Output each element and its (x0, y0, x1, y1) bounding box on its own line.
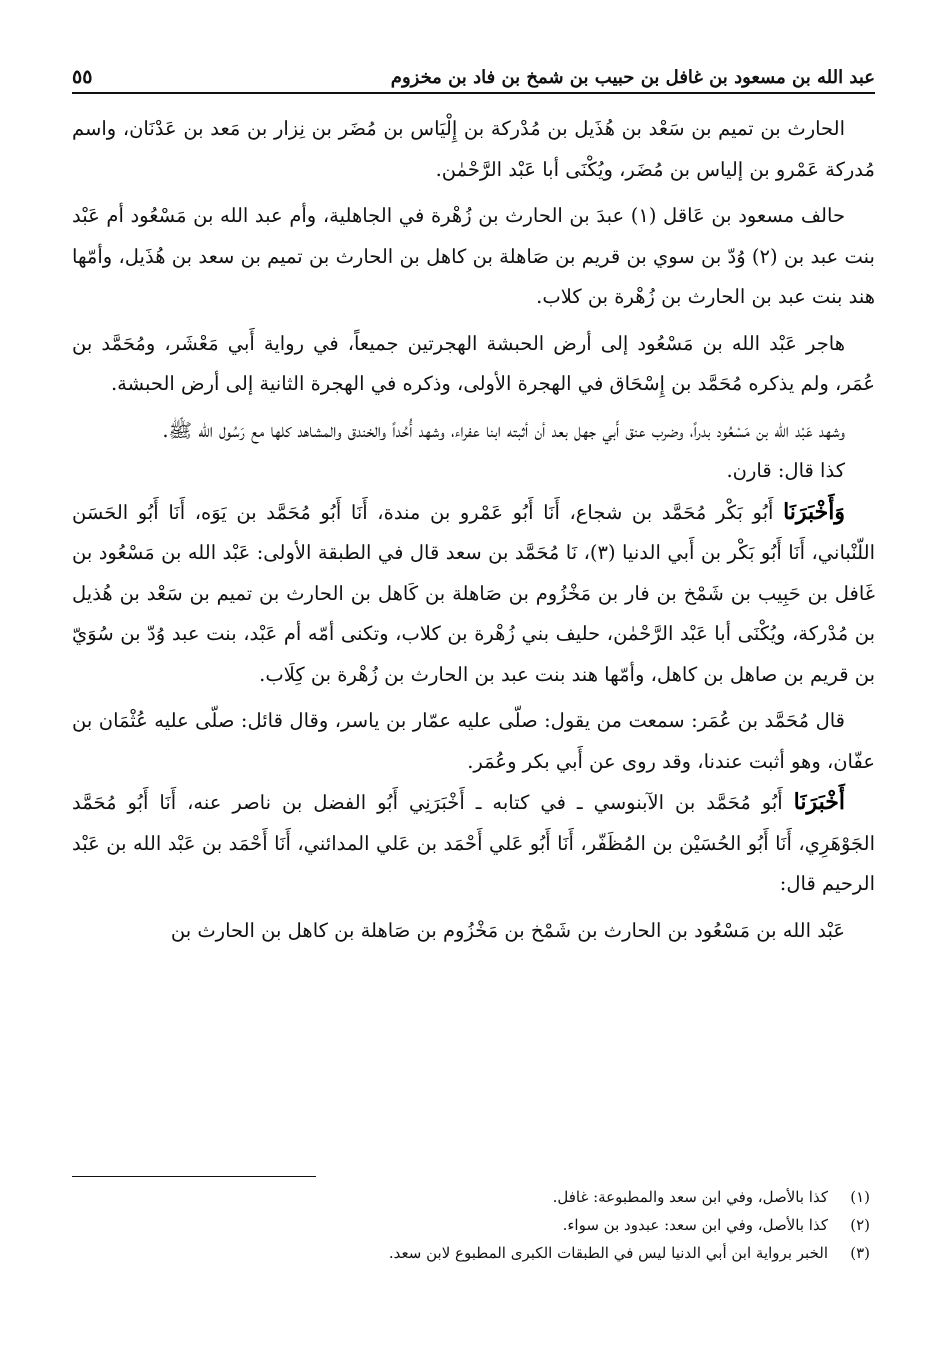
paragraph (72, 492, 875, 696)
paragraph-text: قال مُحَمَّد بن عُمَر: سمعت من يقول: صلّى عليه عمّار بن ياسر، وقال قائل: صلّى عليه عُثْمَان بن عفّان، وهو أثبت عندنا، وقد روى عن أَبي بكر وعُمَر. (72, 709, 875, 773)
footnote-number: (٢) (850, 1216, 870, 1234)
paragraph (72, 911, 875, 952)
footnote-divider (72, 1176, 316, 1177)
paragraph (72, 109, 875, 190)
paragraph (72, 782, 875, 905)
paragraph (72, 701, 875, 782)
paragraph (72, 324, 875, 405)
paragraph-text: عَبْد الله بن مَسْعُود بن الحارث بن شَمْخ بن مَخْزُوم بن صَاهلة بن كاهل بن الحارث بن (170, 918, 845, 942)
paragraph-text: وشهد عَبْد الله بن مَسْعُود بدراً، وضرب عنق أَبي جهل بعد أن أثبته ابنا عفراء، وشهد أُحُداً والخندق والمشاهد كلها مع رَسُول الله ﷺ. (162, 418, 845, 442)
running-title: عبد الله بن مسعود بن غافل بن حبيب بن شمخ بن فاد بن مخزوم (390, 67, 875, 88)
page (72, 52, 875, 951)
footnote-text: الخبر برواية ابن أبي الدنيا ليس في الطبقات الكبرى المطبوع لابن سعد. (388, 1244, 828, 1262)
footnote-number: (٣) (850, 1244, 870, 1262)
footnotes (72, 1183, 872, 1267)
paragraph-text: أَبُو مُحَمَّد بن الآبنوسي ـ في كتابه ـ أَخْبَرَنِي أَبُو الفضل بن ناصر عنه، أَنَا أَبُو مُحَمَّد الجَوْهَرِي، أَنَا أَبُو الحُسَيْن بن المُظَفّر، أَنَا أَبُو عَلي أَحْمَد بن عَلي المدائني، أَنَا أَحْمَد بن عَبْد الله بن عَبْد الرحيم قال: (72, 791, 875, 895)
footnote (72, 1239, 872, 1267)
paragraph (72, 411, 875, 452)
paragraph-text: كذا قال: قارن. (726, 459, 845, 482)
page-header (72, 52, 875, 94)
footnote (72, 1211, 872, 1239)
footnote-number: (١) (850, 1188, 870, 1206)
paragraph-text: هاجر عَبْد الله بن مَسْعُود إلى أرض الحبشة الهجرتين جميعاً، في رواية أَبي مَعْشَر، ومُحَمَّد بن عُمَر، ولم يذكره مُحَمَّد بن إِسْحَاق في الهجرة الأولى، وذكره في الهجرة الثانية إلى أرض الحبشة. (72, 331, 875, 395)
footnote-text: كذا بالأصل، وفي ابن سعد: عبدود بن سواء. (562, 1216, 828, 1234)
footnote (72, 1183, 872, 1211)
isnad-lead-word: أَخْبَرَنَا (793, 789, 845, 815)
page-number: ٥٥ (72, 66, 93, 88)
paragraph-text: الحارث بن تميم بن سَعْد بن هُذَيل بن مُدْركة بن إِلْيَاس بن مُضَر بن نِزار بن مَعد بن عَدْنَان، واسم مُدركة عَمْرو بن إلياس بن مُضَر، ويُكْنَى أبا عَبْد الرَّحْمٰن. (72, 117, 875, 181)
paragraph-text: أَبُو بَكْر مُحَمَّد بن شجاع، أَنَا أَبُو عَمْرو بن مندة، أَنَا أَبُو مُحَمَّد بن يَوَه، أَنَا أَبُو الحَسَن اللّنْباني، أَنَا أَبُو بَكْر بن أَبي الدنيا (٣)، نَا مُحَمَّد بن سعد قال في الطبقة الأولى: عَبْد الله بن مَسْعُود بن غَافل بن حَبِيب بن شَمْخ بن فار بن مَخْزُوم بن صَاهلة بن كَاهل بن الحارث بن تميم بن سَعْد بن هُذيل بن مُدْركة، ويُكْنَى أبا عَبْد الرَّحْمٰن، حليف بني زُهْرة بن كلاب، وتكنى أمّه أم عَبْد، بنت عبد وُدّ بن سُوَيّ بن قريم بن صاهل بن كاهل، وأمّها هند بنت عبد بن الحارث بن زُهْرة بن كِلَاب. (72, 500, 875, 686)
paragraph (72, 451, 875, 492)
body-text (72, 109, 875, 951)
footnote-text: كذا بالأصل، وفي ابن سعد والمطبوعة: غافل. (552, 1188, 828, 1206)
isnad-lead-word: وَأَخْبَرَنَا (783, 498, 846, 525)
paragraph-text: حالف مسعود بن عَاقل (١) عبدَ بن الحارث بن زُهْرة في الجاهلية، وأم عبد الله بن مَسْعُود أم عَبْد بنت عبد بن (٢) وُدّ بن سوي بن قريم بن صَاهلة بن كاهل بن الحارث بن تميم بن سعد بن هُذَيل، وأمّها هند بنت عبد بن الحارث بن زُهْرة بن كلاب. (72, 204, 875, 308)
paragraph (72, 196, 875, 318)
